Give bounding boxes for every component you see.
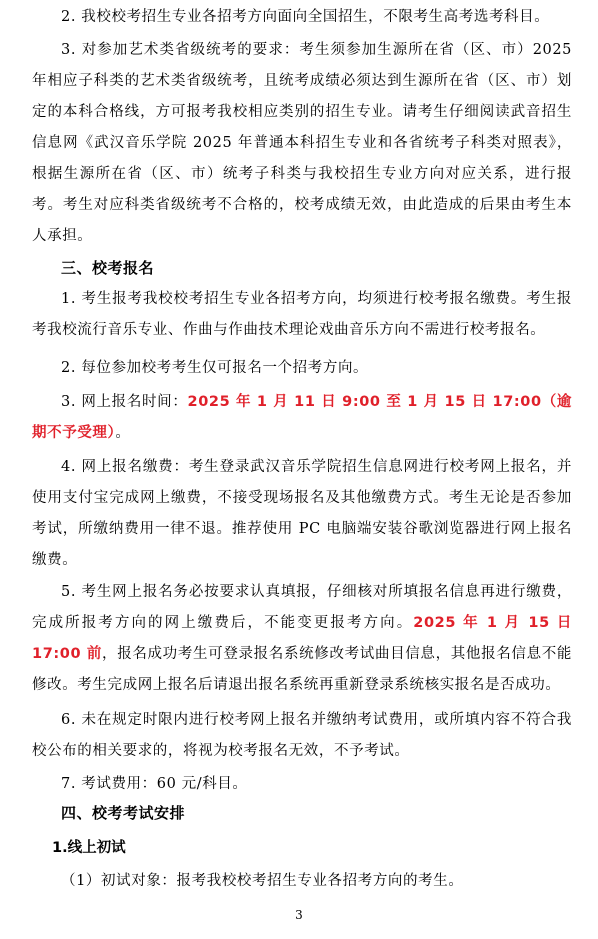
paragraph-preliminary-target: （1）初试对象：报考我校校考招生专业各招考方向的考生。 <box>61 873 464 889</box>
verification-text: 5. 考生网上报名务必按要求认真填报，仔细核对所填报名信息再进行缴费，完成所报考方向的网上缴费后，不能变更报考方向。 <box>32 584 572 631</box>
paragraph-one-direction-only: 2. 每位参加校考考生仅可报名一个招考方向。 <box>61 360 369 376</box>
paragraph-registration-time <box>32 387 572 449</box>
paragraph-online-payment: 4. 网上报名缴费：考生登录武汉音乐学院招生信息网进行校考网上报名，并使用支付宝完成网上缴费，不接受现场报名及其他缴费方式。考生无论是否参加考试，所缴纳费用一律不退。推荐使用 PC 电脑端安装谷歌浏览器进行网上报名缴费。 <box>32 459 572 568</box>
verification-deadline-highlight: 2025 年 1 月 15 日 17:00 前 <box>32 615 572 662</box>
paragraph-provincial-exam-requirements: 3. 对参加艺术类省级统考的要求：考生须参加生源所在省（区、市）2025年相应子科类的艺术类省级统考，且统考成绩必须达到生源所在省（区、市）划定的本科合格线，方可报考我校相应类别的招生专业。请考生仔细阅读武音招生信息网《武汉音乐学院 2025 年普通本科招生专业和各省统考子科类对照表》，根据生源所在省（区、市）统考子科类与我校招生专业方向对应关系，进行报考。考生对应科类省级统考不合格的，校考成绩无效，由此造成的后果由考生本人承担。 <box>32 42 572 244</box>
page-number: 3 <box>295 908 303 922</box>
subheading-online-preliminary: 1.线上初试 <box>52 840 126 856</box>
section-heading-exam-arrangement: 四、校考考试安排 <box>61 804 186 822</box>
paragraph-nationwide-enrollment: 2. 我校校考招生专业各招考方向面向全国招生，不限考生高考选考科目。 <box>61 9 550 25</box>
registration-time-highlight: 2025 年 1 月 11 日 9:00 至 1 月 15 日 17:00（逾期不予受理） <box>32 394 572 441</box>
paragraph-exam-fee: 7. 考试费用：60 元/科目。 <box>61 776 248 792</box>
registration-time-label: 3. 网上报名时间： <box>61 394 188 410</box>
paragraph-verification-deadline <box>32 577 572 701</box>
section-heading-registration: 三、校考报名 <box>61 259 155 277</box>
paragraph-invalid-registration: 6. 未在规定时限内进行校考网上报名并缴纳考试费用，或所填内容不符合我校公布的相关要求的，将视为校考报名无效，不予考试。 <box>32 712 572 759</box>
registration-time-suffix: 。 <box>115 425 131 441</box>
paragraph-registration-fee-requirement: 1. 考生报考我校校考招生专业各招考方向，均须进行校考报名缴费。考生报考我校流行音乐专业、作曲与作曲技术理论戏曲音乐方向不需进行校考报名。 <box>32 291 572 338</box>
verification-text-continued: ，报名成功考生可登录报名系统修改考试曲目信息，其他报名信息不能修改。考生完成网上报名后请退出报名系统再重新登录系统核实报名是否成功。 <box>32 646 572 693</box>
